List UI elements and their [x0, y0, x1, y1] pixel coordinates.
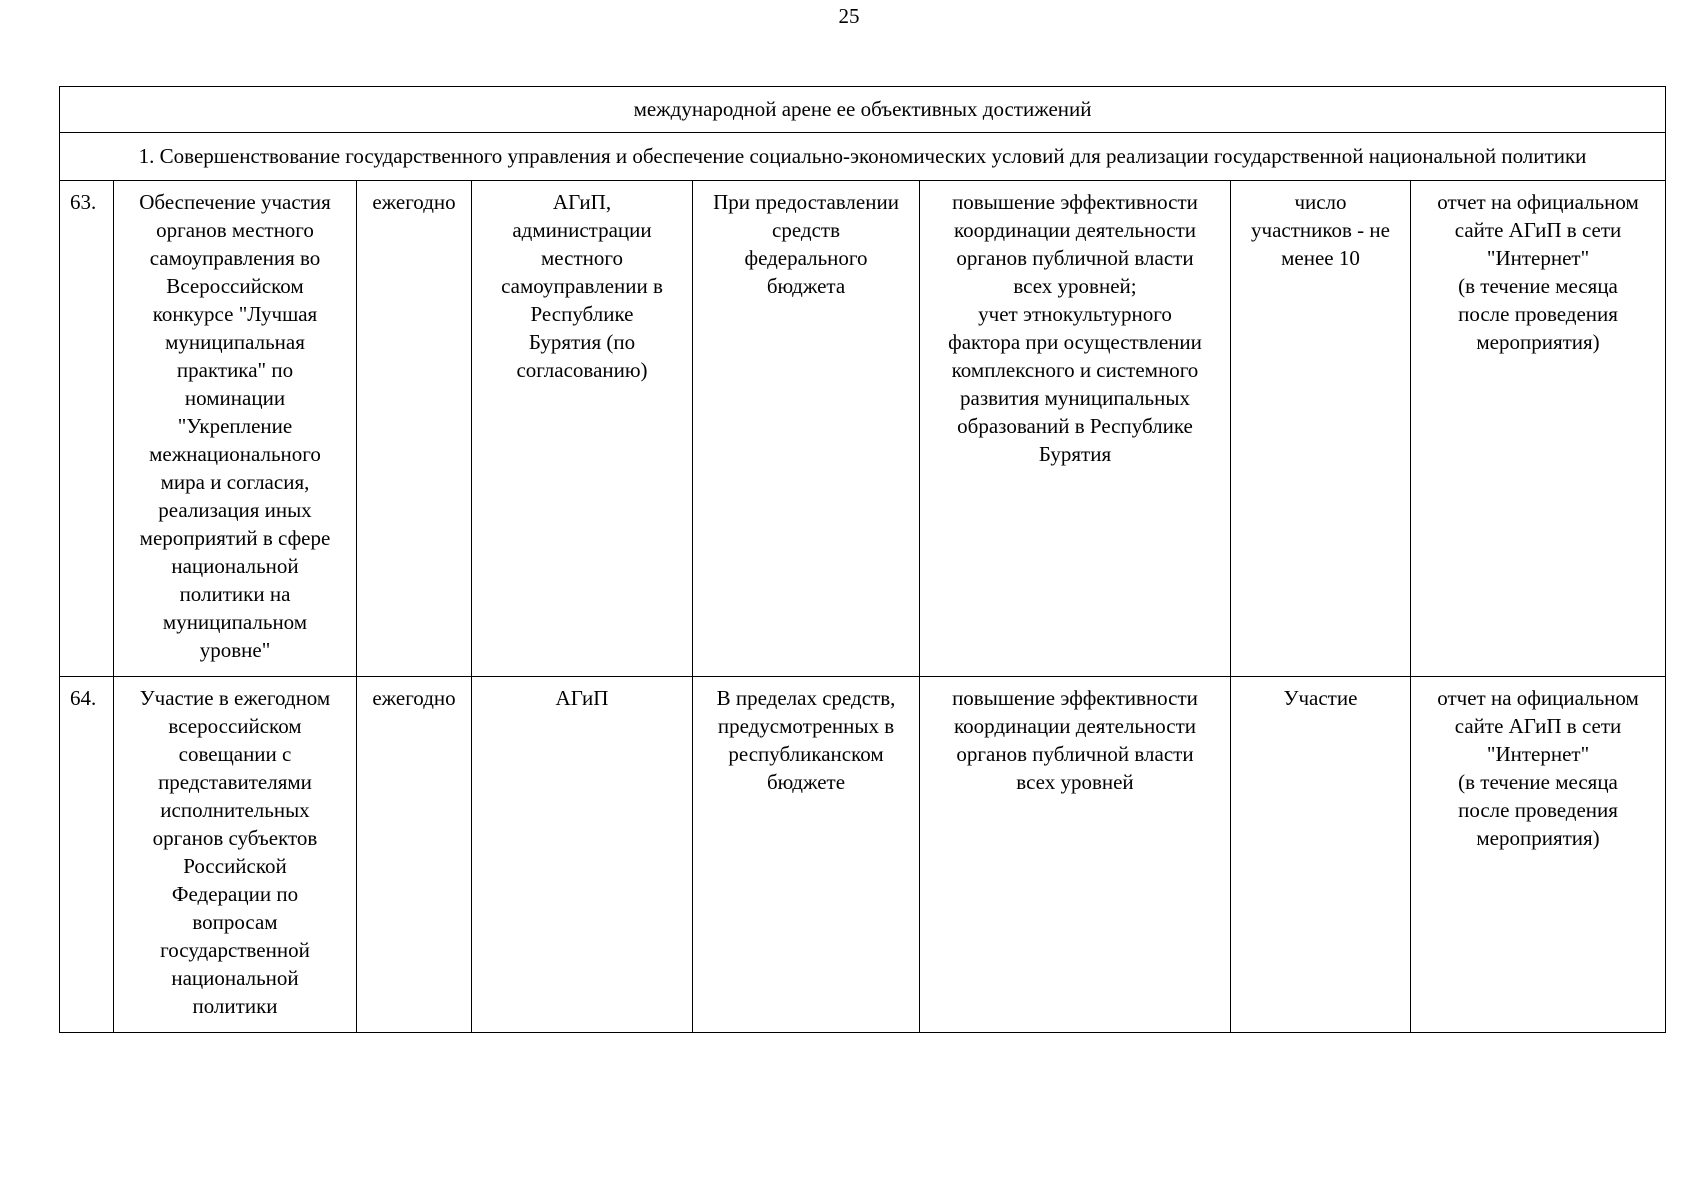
plan-table [59, 86, 1666, 1033]
executors-cell: АГиП, администрации местного самоуправлении в Республике Бурятия (по согласованию) [472, 181, 693, 677]
row-number: 64. [60, 677, 114, 1033]
period-cell: ежегодно [357, 677, 472, 1033]
report-cell: отчет на официальном сайте АГиП в сети "Интернет" (в течение месяца после проведения мероприятия) [1411, 677, 1666, 1033]
activity-cell: Обеспечение участия органов местного самоуправления во Всероссийском конкурсе "Лучшая муниципальная практика" по номинации "Укрепление межнационального мира и согласия, реализация иных мероприятий в сфере национальной политики на муниципальном уровне" [114, 181, 357, 677]
section-row [60, 133, 1666, 181]
indicator-cell: число участников - не менее 10 [1231, 181, 1411, 677]
funding-cell: В пределах средств, предусмотренных в республиканском бюджете [693, 677, 920, 1033]
table-heading-row [60, 87, 1666, 133]
funding-cell: При предоставлении средств федерального бюджета [693, 181, 920, 677]
period-cell: ежегодно [357, 181, 472, 677]
table-heading: международной арене ее объективных достижений [60, 87, 1666, 133]
indicator-cell: Участие [1231, 677, 1411, 1033]
table-row [60, 181, 1666, 677]
page-number: 25 [838, 4, 860, 28]
section-title: 1. Совершенствование государственного управления и обеспечение социально-экономических условий для реализации государственной национальной политики [60, 133, 1666, 181]
row-number: 63. [60, 181, 114, 677]
report-cell: отчет на официальном сайте АГиП в сети "Интернет" (в течение месяца после проведения мероприятия) [1411, 181, 1666, 677]
result-cell: повышение эффективности координации деятельности органов публичной власти всех уровней; учет этнокультурного фактора при осуществлении комплексного и системного развития муниципальных образований в Республике Бурятия [920, 181, 1231, 677]
result-cell: повышение эффективности координации деятельности органов публичной власти всех уровней [920, 677, 1231, 1033]
executors-cell: АГиП [472, 677, 693, 1033]
table-row [60, 677, 1666, 1033]
activity-cell: Участие в ежегодном всероссийском совещании с представителями исполнительных органов субъектов Российской Федерации по вопросам государственной национальной политики [114, 677, 357, 1033]
